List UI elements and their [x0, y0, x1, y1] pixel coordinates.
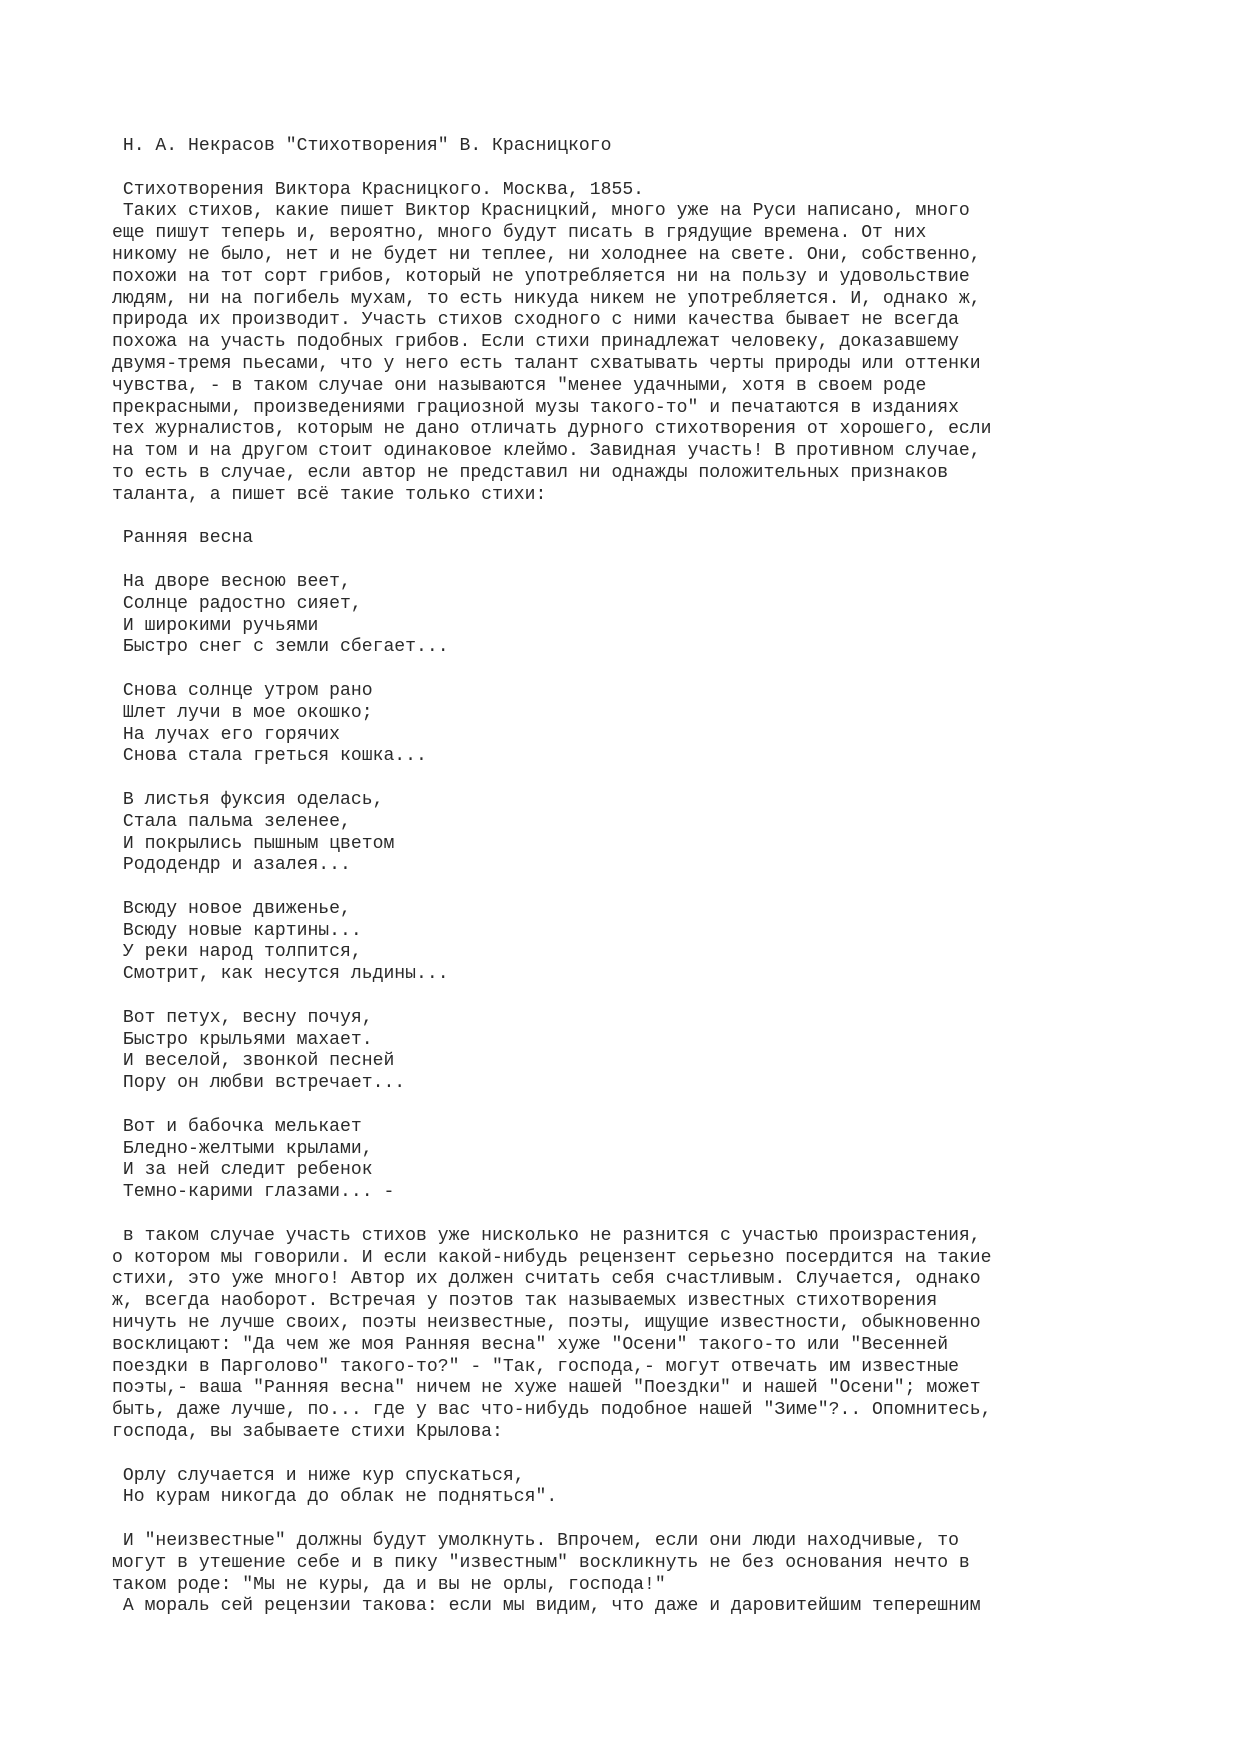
poem-line: На лучах его горячих [112, 724, 341, 745]
poem-line: В листья фуксия оделась, [112, 789, 384, 810]
text-line: еще пишут теперь и, вероятно, много будут писать в грядущие времена. От них [112, 223, 927, 244]
text-line: Стихотворения Виктора Красницкого. Москва, 1855. [112, 179, 645, 200]
blank-line [112, 768, 1142, 790]
blank-line [112, 158, 1142, 180]
poem-line: Солнце радостно сияет, [112, 593, 362, 614]
text-line: таланта, а пишет всё такие только стихи: [112, 484, 547, 505]
krylov-quote [112, 1466, 1142, 1510]
poem-line: Стала пальма зеленее, [112, 811, 351, 832]
document-heading: Н. А. Некрасов "Стихотворения" В. Красницкого [112, 136, 612, 156]
text-line: господа, вы забываете стихи Крылова: [112, 1422, 503, 1443]
poem-line: Всюду новое движенье, [112, 898, 351, 919]
poem-stanza [112, 572, 1142, 659]
text-line: поэты,- ваша "Ранняя весна" ничем не хуже нашей "Поездки" и нашей "Осени"; может [112, 1378, 981, 1399]
text-line: похожи на тот сорт грибов, который не употребляется ни на пользу и удовольствие [112, 266, 970, 287]
text-line: похожа на участь подобных грибов. Если стихи принадлежат человеку, доказавшему [112, 332, 959, 353]
poem-line: Бледно-желтыми крылами, [112, 1138, 373, 1159]
poem-line: Вот петух, весну почуя, [112, 1007, 373, 1028]
document-page [112, 136, 1142, 1618]
text-line: то есть в случае, если автор не представил ни однажды положительных признаков [112, 462, 949, 483]
text-line: чувства, - в таком случае они называются "менее удачными, хотя в своем роде [112, 375, 927, 396]
poem-line: Пору он любви встречает... [112, 1073, 406, 1094]
intro-paragraph [112, 180, 1142, 507]
text-line: в таком случае участь стихов уже нисколько не разнится с участью произрастения, [112, 1225, 981, 1246]
poem-line: И широкими ручьями [112, 615, 319, 636]
continuation-paragraph [112, 1226, 1142, 1444]
text-line: на том и на другом стоит одинаковое клеймо. Завидная участь! В противном случае, [112, 441, 981, 462]
text-line: о котором мы говорили. И если какой-нибудь рецензент серьезно посердится на такие [112, 1247, 992, 1268]
poem-line: Вот и бабочка мелькает [112, 1116, 362, 1137]
text-line: прекрасными, произведениями грациозной музы такого-то" и печатаются в изданиях [112, 397, 959, 418]
text-line: восклицают: "Да чем же моя Ранняя весна" хуже "Осени" такого-то или "Весенней [112, 1334, 949, 1355]
text-line: тех журналистов, которым не дано отличать дурного стихотворения от хорошего, если [112, 419, 992, 440]
text-line: И "неизвестные" должны будут умолкнуть. Впрочем, если они люди находчивые, то [112, 1531, 959, 1551]
text-line: быть, даже лучше, по... где у вас что-нибудь подобное нашей "Зиме"?.. Опомнитесь, [112, 1400, 992, 1421]
poem-line: Всюду новые картины... [112, 920, 362, 941]
blank-line [112, 1444, 1142, 1466]
poem-stanza [112, 681, 1142, 768]
blank-line [112, 1204, 1142, 1226]
blank-line [112, 507, 1142, 529]
poem-line: И за ней следит ребенок [112, 1160, 373, 1181]
blank-line [112, 550, 1142, 572]
text-line: людям, ни на погибель мухам, то есть никуда никем не употребляется. И, однако ж, [112, 288, 981, 309]
poem-stanza [112, 790, 1142, 877]
poem-line: Шлет лучи в мое окошко; [112, 702, 373, 723]
poem-line: Смотрит, как несутся льдины... [112, 964, 449, 985]
text-line: ж, всегда наоборот. Встречая у поэтов так называемых известных стихотворения [112, 1291, 938, 1312]
closing-paragraph [112, 1531, 1142, 1618]
poem-stanza [112, 1117, 1142, 1204]
text-line: таком роде: "Мы не куры, да и вы не орлы, господа!" [112, 1574, 666, 1595]
text-line: могут в утешение себе и в пику "известным" воскликнуть не без основания нечто в [112, 1552, 970, 1573]
blank-line [112, 1095, 1142, 1117]
poem-line: И веселой, звонкой песней [112, 1051, 395, 1072]
poem-line: На дворе весною веет, [112, 571, 351, 592]
blank-line [112, 1509, 1142, 1531]
text-line: Таких стихов, какие пишет Виктор Красницкий, много уже на Руси написано, много [112, 201, 970, 222]
poem-stanza [112, 1008, 1142, 1095]
blank-line [112, 986, 1142, 1008]
poem-title: Ранняя весна [112, 528, 254, 549]
blank-line [112, 659, 1142, 681]
text-line: природа их производит. Участь стихов сходного с ними качества бывает не всегда [112, 310, 959, 331]
poem-line: Рододендр и азалея... [112, 855, 351, 876]
poem-line: Быстро крыльями махает. [112, 1029, 373, 1050]
poem-line: Быстро снег с земли сбегает... [112, 637, 449, 658]
text-line: двумя-тремя пьесами, что у него есть талант схватывать черты природы или оттенки [112, 353, 981, 374]
poem-line: Темно-карими глазами... - [112, 1182, 395, 1203]
text-line: никому не было, нет и не будет ни теплее, ни холоднее на свете. Они, собственно, [112, 244, 981, 265]
poem-line: Снова стала греться кошка... [112, 746, 427, 767]
text-line: ничуть не лучше своих, поэты неизвестные, поэты, ищущие известности, обыкновенно [112, 1313, 981, 1334]
poem-line: И покрылись пышным цветом [112, 833, 395, 854]
poem-line: Снова солнце утром рано [112, 680, 373, 701]
text-line: стихи, это уже много! Автор их должен считать себя счастливым. Случается, однако [112, 1269, 981, 1290]
quote-line: Но курам никогда до облак не подняться". [112, 1487, 558, 1508]
blank-line [112, 877, 1142, 899]
poem-line: У реки народ толпится, [112, 942, 362, 963]
text-line: А мораль сей рецензии такова: если мы видим, что даже и даровитейшим теперешним [112, 1596, 981, 1617]
text-line: поездки в Парголово" такого-то?" - "Так, господа,- могут отвечать им известные [112, 1356, 959, 1377]
poem-stanza [112, 899, 1142, 986]
quote-line: Орлу случается и ниже кур спускаться, [112, 1465, 525, 1486]
